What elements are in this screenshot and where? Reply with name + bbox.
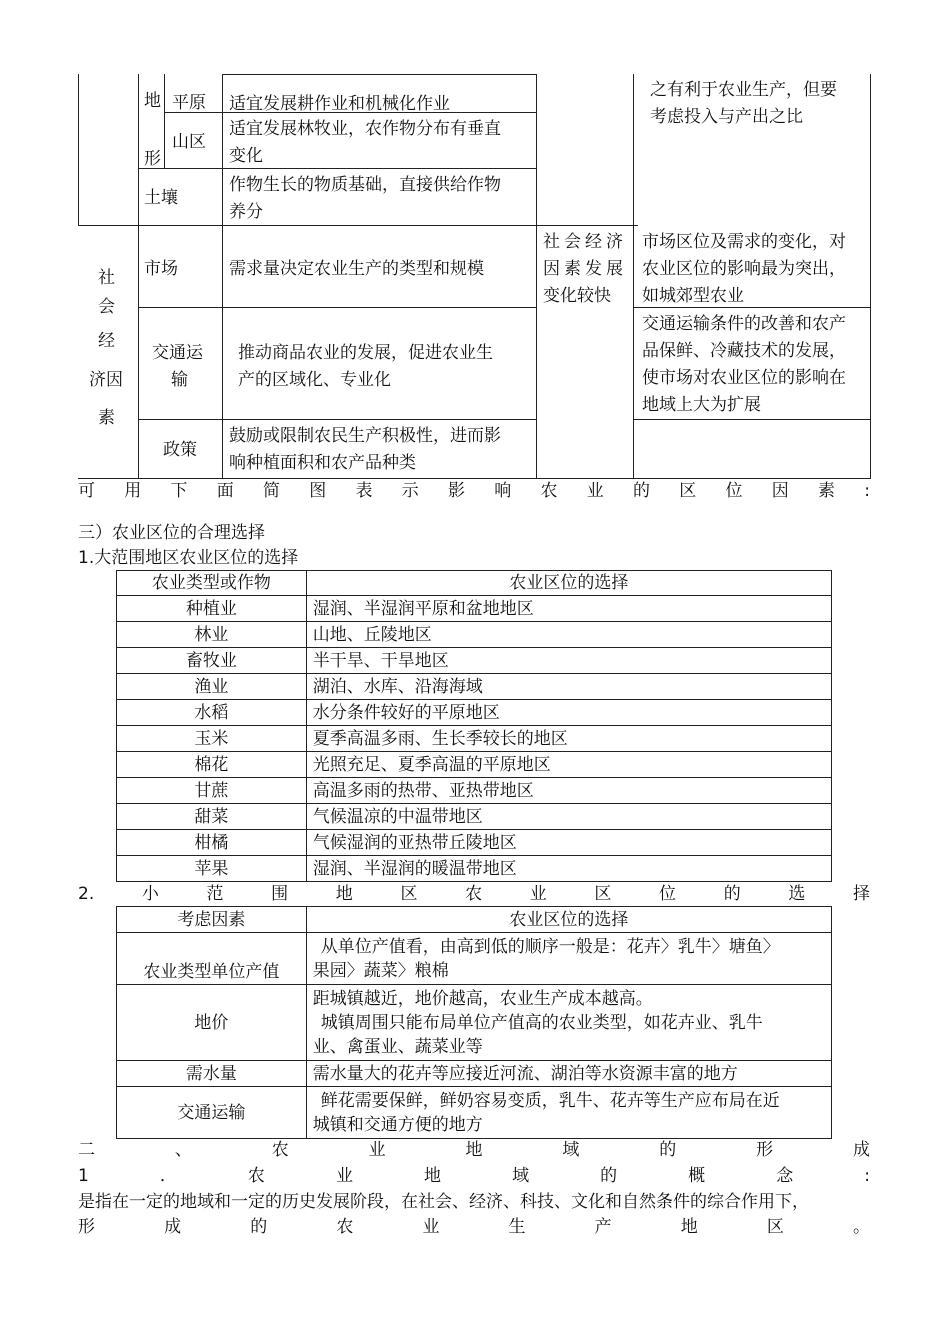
shichang-label: 市场 <box>144 259 178 279</box>
table1-location-cell: 湿润、半湿润的暖温带地区 <box>306 856 831 882</box>
table2-header-location: 农业区位的选择 <box>306 907 831 933</box>
table1-row <box>117 752 832 778</box>
table2-desc-landprice-2: 城镇周围只能布局单位产值高的农业类型，如花卉业、乳牛 <box>320 1012 763 1033</box>
table2-factor-water: 需水量 <box>117 1061 307 1087</box>
section2-title: 二、农业地域的形成 <box>78 1140 870 1160</box>
traffic-change-2: 品保鲜、冷藏技术的发展， <box>642 341 846 361</box>
table1-row <box>117 856 832 882</box>
table1-location-cell: 光照充足、夏季高温的平原地区 <box>306 752 831 778</box>
table2-desc-output-1: 从单位产值看，由高到低的顺序一般是：花卉〉乳牛〉塘鱼〉 <box>320 936 780 957</box>
table1-location-cell: 山地、丘陵地区 <box>306 622 831 648</box>
section3-title: 三）农业区位的合理选择 <box>78 523 265 543</box>
change-3: 变化较快 <box>543 286 611 306</box>
table2-desc-output-2: 果园〉蔬菜〉粮棉 <box>312 960 449 981</box>
concept-title: 1．农业地域的概念: <box>78 1166 870 1186</box>
table2-desc-water: 需水量大的花卉等应接近河流、湖泊等水资源丰富的地方 <box>306 1061 831 1087</box>
table2-header-factor: 考虑因素 <box>117 907 307 933</box>
social-group-4: 济因 <box>89 370 123 390</box>
table1-row <box>117 596 832 622</box>
pingyuan-desc: 适宜发展耕作业和机械化作业 <box>229 94 450 114</box>
social-group-2: 会 <box>98 297 115 317</box>
zhengce-label: 政策 <box>163 440 197 460</box>
shanqu-desc-2: 变化 <box>229 146 263 166</box>
table2-desc-output <box>306 933 831 985</box>
table1-row <box>117 648 832 674</box>
table2-factor-output: 农业类型单位产值 <box>117 933 307 985</box>
market-change-3: 如城郊型农业 <box>642 286 744 306</box>
pingyuan-label: 平原 <box>172 93 206 113</box>
table1-row <box>117 700 832 726</box>
change-2: 因素发展 <box>543 259 627 279</box>
table2-desc-transport-1: 鲜花需要保鲜，鲜奶容易变质，乳牛、花卉等生产应布局在近 <box>320 1090 780 1111</box>
table1-header-type: 农业类型或作物 <box>117 571 307 596</box>
table1-type-cell: 渔业 <box>117 674 307 700</box>
table1-row <box>117 778 832 804</box>
traffic-change-3: 使市场对农业区位的影响在 <box>642 368 846 388</box>
turang-desc-2: 养分 <box>229 202 263 222</box>
table1-location-cell: 高温多雨的热带、亚热带地区 <box>306 778 831 804</box>
table2-desc-landprice-1: 距城镇越近，地价越高，农业生产成本越高。 <box>312 988 653 1009</box>
table1-type-cell: 柑橘 <box>117 830 307 856</box>
social-group-3: 经 <box>98 331 115 351</box>
table1-type-cell: 苹果 <box>117 856 307 882</box>
market-change-1: 市场区位及需求的变化，对 <box>642 232 846 252</box>
zhengce-desc-1: 鼓励或限制农民生产积极性，进而影 <box>229 426 501 446</box>
table2-desc-landprice <box>306 985 831 1061</box>
small-region-table <box>116 906 832 1139</box>
table1-row <box>117 674 832 700</box>
diagram-line: 可用下面简图表示影响农业的区位因素: <box>78 481 870 501</box>
table1-location-cell: 湖泊、水库、沿海海域 <box>306 674 831 700</box>
jiaotong-label-1: 交通运 <box>152 343 203 363</box>
shichang-desc: 需求量决定农业生产的类型和规模 <box>229 259 484 279</box>
traffic-change-4: 地域上大为扩展 <box>642 395 761 415</box>
sub2-title: 2.小范围地区农业区位的选择 <box>78 884 870 904</box>
natural-right-2: 考虑投入与产出之比 <box>650 107 803 127</box>
table2-desc-transport-2: 城镇和交通方便的地方 <box>312 1114 483 1135</box>
shanqu-label: 山区 <box>172 132 206 152</box>
table1-type-cell: 种植业 <box>117 596 307 622</box>
table1-row <box>117 830 832 856</box>
table1-header-location: 农业区位的选择 <box>306 571 831 596</box>
turang-label: 土壤 <box>144 188 178 208</box>
dixing-label-2: 形 <box>144 149 161 169</box>
table1-location-cell: 水分条件较好的平原地区 <box>306 700 831 726</box>
table2-factor-landprice: 地价 <box>117 985 307 1061</box>
table2-factor-transport: 交通运输 <box>117 1087 307 1139</box>
zhengce-desc-2: 响种植面积和农产品种类 <box>229 453 416 473</box>
jiaotong-desc-2: 产的区域化、专业化 <box>238 370 391 390</box>
table1-type-cell: 甘蔗 <box>117 778 307 804</box>
table1-type-cell: 棉花 <box>117 752 307 778</box>
table1-type-cell: 畜牧业 <box>117 648 307 674</box>
change-1: 社会经济 <box>543 232 627 252</box>
large-region-table <box>116 570 832 882</box>
jiaotong-desc-1: 推动商品农业的发展，促进农业生 <box>238 343 493 363</box>
natural-right-1: 之有利于农业生产，但要 <box>650 80 837 100</box>
table1-type-cell: 甜菜 <box>117 804 307 830</box>
social-group-1: 社 <box>98 268 115 288</box>
table1-location-cell: 气候湿润的亚热带丘陵地区 <box>306 830 831 856</box>
turang-desc-1: 作物生长的物质基础，直接供给作物 <box>229 175 501 195</box>
table1-type-cell: 林业 <box>117 622 307 648</box>
table1-type-cell: 玉米 <box>117 726 307 752</box>
table1-row <box>117 622 832 648</box>
traffic-change-1: 交通运输条件的改善和农产 <box>642 314 846 334</box>
table1-row <box>117 804 832 830</box>
social-group-5: 素 <box>98 408 115 428</box>
market-change-2: 农业区位的影响最为突出， <box>642 259 846 279</box>
concept-line-2: 形成的农业生产地区。 <box>78 1217 870 1237</box>
table2-desc-transport <box>306 1087 831 1139</box>
table1-row <box>117 726 832 752</box>
table2-desc-landprice-3: 业、禽蛋业、蔬菜业等 <box>312 1036 483 1057</box>
table1-location-cell: 夏季高温多雨、生长季较长的地区 <box>306 726 831 752</box>
sub1-title: 1.大范围地区农业区位的选择 <box>78 548 299 568</box>
table1-location-cell: 气候温凉的中温带地区 <box>306 804 831 830</box>
table1-location-cell: 湿润、半湿润平原和盆地地区 <box>306 596 831 622</box>
concept-line-1: 是指在一定的地域和一定的历史发展阶段，在社会、经济、科技、文化和自然条件的综合作用下， <box>78 1192 809 1212</box>
table1-type-cell: 水稻 <box>117 700 307 726</box>
jiaotong-label-2: 输 <box>171 370 188 390</box>
dixing-label: 地 <box>144 91 161 111</box>
table1-location-cell: 半干旱、干旱地区 <box>306 648 831 674</box>
shanqu-desc-1: 适宜发展林牧业，农作物分布有垂直 <box>229 119 501 139</box>
